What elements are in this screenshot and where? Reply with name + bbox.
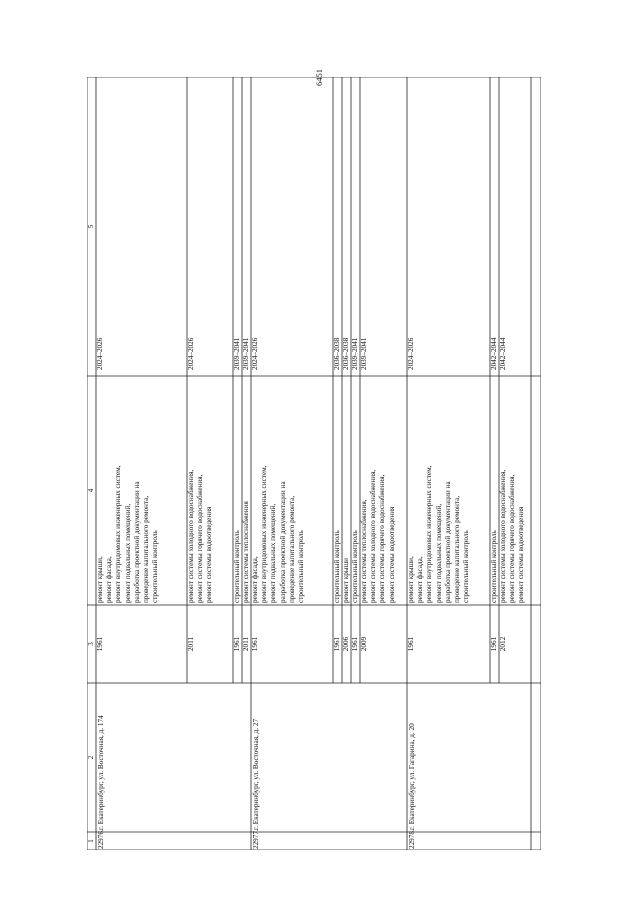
work-item: ремонт подвальных помещений, — [269, 503, 278, 603]
year-cell — [499, 605, 531, 683]
year-cell — [351, 605, 360, 683]
address-cell: г. Екатеринбург, ул. Гагарина, д. 20 — [408, 723, 416, 830]
period-cell: 2036–2038 — [342, 337, 350, 370]
work-item: ремонт внутридомовых инженерных систем, — [114, 465, 123, 603]
year-value: 2006 — [342, 636, 350, 652]
year-cell — [251, 605, 333, 683]
work-item: ремонт системы холодного водоснабжения, — [499, 469, 507, 603]
year-value: 1961 — [233, 636, 241, 652]
work-item: ремонт системы теплоснабжения — [242, 501, 250, 603]
year-cell — [342, 605, 351, 683]
period-cell: 2039–2041 — [351, 337, 359, 370]
period-cell: 2024–2026 — [251, 337, 259, 370]
work-item: ремонт крыши, — [96, 556, 104, 603]
year-cell — [96, 605, 187, 683]
work-item: строительный контроль — [462, 530, 471, 603]
work-item: разработка проектной документации на — [132, 481, 141, 603]
work-item: ремонт фасада, — [416, 556, 425, 603]
work-item: проведение капитального ремонта, — [287, 495, 296, 603]
year-value: 1961 — [351, 636, 359, 652]
work-item: ремонт системы горячего водоснабжения, — [196, 474, 205, 603]
year-cell — [187, 605, 233, 683]
year-cell — [360, 605, 407, 683]
work-item: строительный контроль — [351, 530, 359, 603]
year-value: 2012 — [499, 636, 507, 652]
period-cell: 2039–2041 — [242, 337, 250, 370]
year-value: 1961 — [490, 636, 498, 652]
col-number-2: 2 — [87, 755, 95, 760]
col-number-1: 1 — [87, 839, 95, 843]
record-number: 22978. — [408, 829, 416, 849]
work-item: ремонт системы водоотведения — [517, 506, 526, 603]
work-item: ремонт системы холодного водоснабжения, — [187, 469, 195, 603]
table-content — [87, 77, 541, 850]
work-item: ремонт крыши — [342, 557, 350, 603]
year-cell — [233, 605, 242, 683]
record-number: 22976. — [97, 829, 105, 849]
year-cell — [407, 605, 490, 683]
work-item: ремонт системы горячего водоснабжения, — [508, 474, 517, 603]
period-cell: 2024–2026 — [96, 337, 104, 370]
period-cell: 2036–2038 — [333, 337, 341, 370]
work-item: ремонт подвальных помещений, — [123, 503, 132, 603]
year-value: 1961 — [407, 636, 415, 652]
repair-schedule-table — [87, 77, 541, 850]
period-cell: 2042–2044 — [499, 337, 507, 370]
year-value: 1961 — [333, 636, 341, 652]
work-item: ремонт фасада, — [105, 556, 114, 603]
period-cell: 2042–2044 — [490, 337, 498, 370]
work-item: ремонт системы горячего водоснабжения, — [378, 474, 387, 603]
period-cell: 2039–2041 — [360, 337, 368, 370]
period-cell: 2024–2026 — [407, 337, 415, 370]
col-number-5: 5 — [87, 224, 95, 229]
work-item: ремонт внутридомовых инженерных систем, — [425, 465, 434, 603]
record-number: 22977. — [252, 829, 260, 849]
period-cell: 2039–2041 — [233, 337, 241, 370]
work-item: строительный контроль — [151, 530, 160, 603]
year-value: 2011 — [187, 636, 195, 652]
col-number-3: 3 — [87, 642, 95, 646]
address-cell: г. Екатеринбург, ул. Восточная, д. 27 — [252, 718, 260, 830]
work-item: ремонт системы теплоснабжения, — [360, 499, 368, 603]
work-item: строительный контроль — [333, 530, 341, 603]
period-cell: 2024–2026 — [187, 337, 195, 370]
work-item: строительный контроль — [233, 530, 241, 603]
year-value: 1961 — [96, 636, 104, 652]
year-value: 2011 — [242, 636, 250, 652]
work-item: ремонт фасада, — [251, 556, 259, 603]
year-value: 2009 — [360, 636, 368, 652]
work-item: ремонт внутридомовых инженерных систем, — [260, 465, 269, 603]
year-cell — [242, 605, 251, 683]
col-number-4: 4 — [87, 488, 95, 493]
work-item: ремонт подвальных помещений, — [434, 503, 443, 603]
work-item: строительный контроль — [297, 530, 305, 603]
work-item: проведение капитального ремонта, — [453, 495, 461, 603]
address-cell: г. Екатеринбург, ул. Восточная, д. 174 — [97, 715, 105, 830]
year-value: 1961 — [251, 636, 259, 652]
work-item: ремонт крыши, — [407, 556, 415, 603]
page-number: 6451 — [314, 68, 324, 86]
year-cell — [490, 605, 499, 683]
work-item: разработка проектной документации на — [278, 481, 287, 603]
work-item: проведение капитального ремонта, — [142, 495, 150, 603]
year-cell — [333, 605, 342, 683]
work-item: разработка проектной документации на — [443, 481, 452, 603]
work-item: ремонт системы холодного водоснабжения, — [369, 469, 378, 603]
work-item: ремонт системы водоотведения — [205, 506, 214, 603]
work-item: ремонт системы водоотведения — [387, 506, 396, 603]
work-item: строительный контроль — [490, 530, 498, 603]
